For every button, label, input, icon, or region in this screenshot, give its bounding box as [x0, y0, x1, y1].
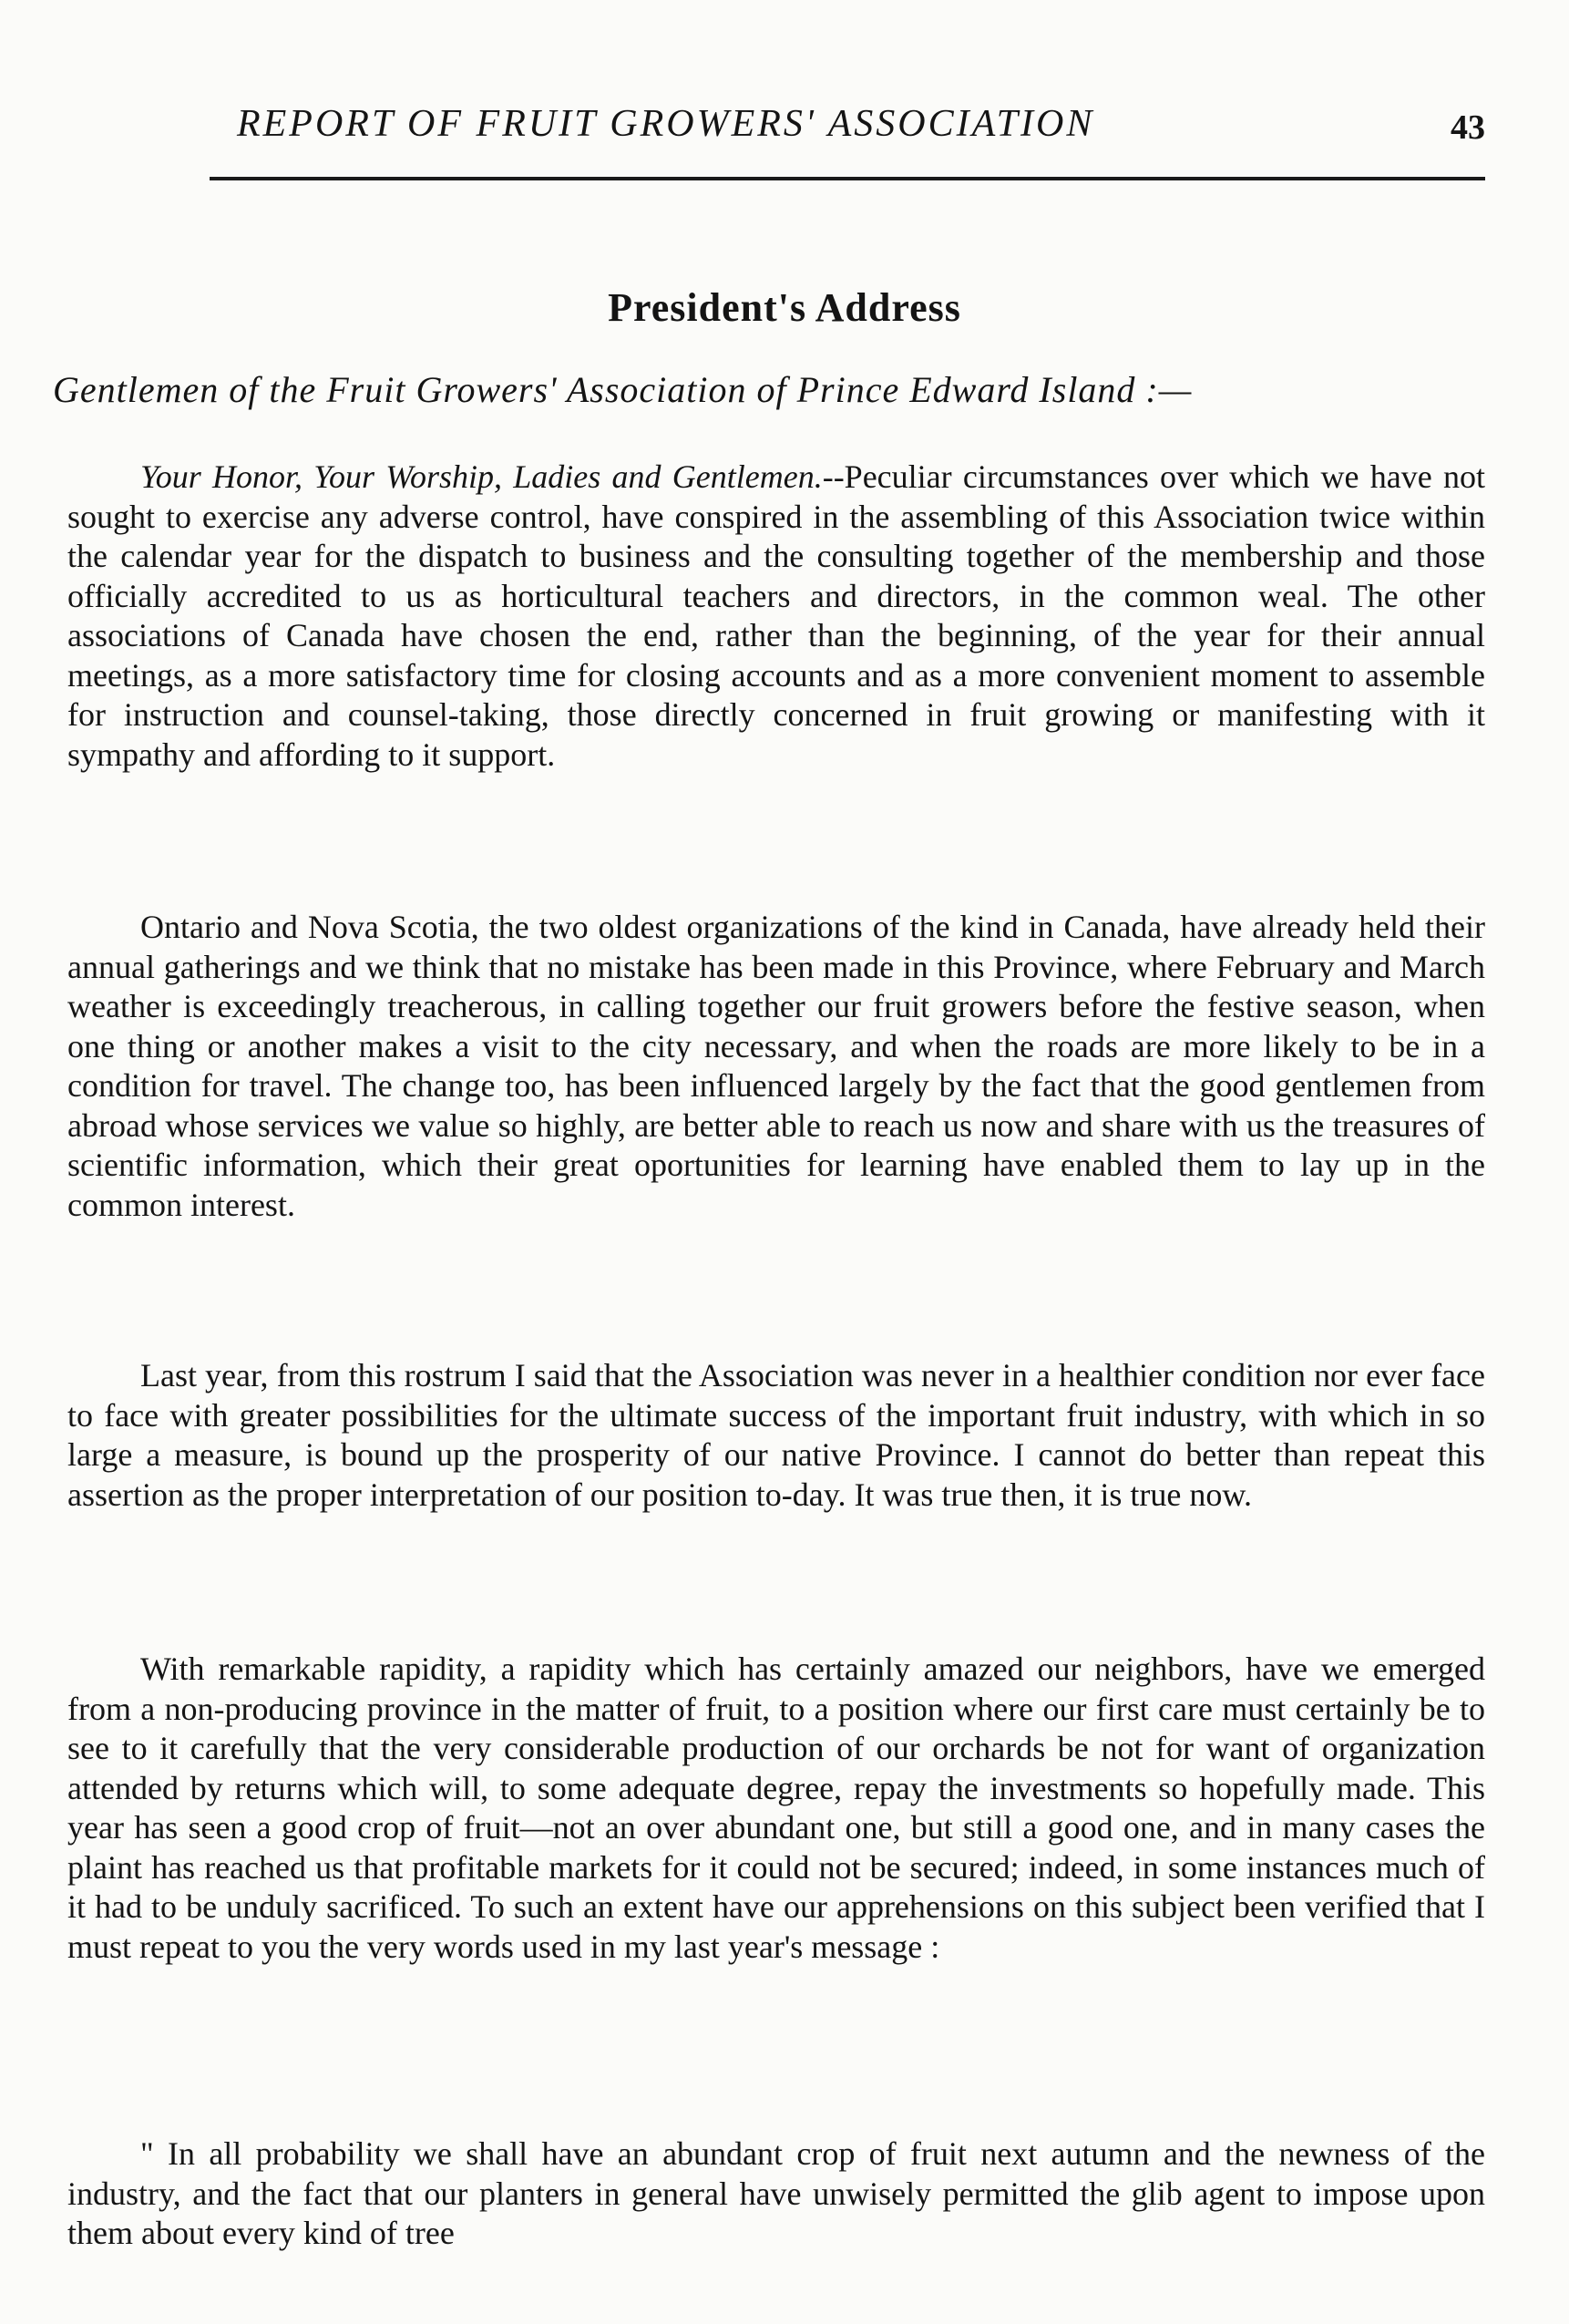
paragraph-3-text: Last year, from this rostrum I said that the Association was never in a healthier condition nor ever face to face with greater possibilities for the ultimate success of the important fruit industry, with which in so large a measure, is bound up the prosperity of our native Province. I cannot do better than repeat this assertion as the proper interpretation of our position to-day. It was true then, it is true now. — [67, 1357, 1485, 1513]
section-heading: President's Address — [608, 285, 961, 330]
paragraph-1 — [67, 458, 1485, 775]
header-rule — [210, 177, 1485, 180]
paragraph-1-body: --Peculiar circumstances over which we have not sought to exercise any adverse control, have conspired in the assembling of this Association twice within the calendar year for the dispatch to business and the consulting together of the membership and those officially accredited to us as horticultural teachers and directors, in the common weal. The other associations of Canada have chosen the end, rather than the beginning, of the year for their annual meetings, as a more satisfactory time for closing accounts and as a more convenient moment to assemble for instruction and counsel-taking, those directly concerned in fruit growing or manifesting with it sympathy and affording to it support. — [67, 458, 1485, 773]
running-title: REPORT OF FRUIT GROWERS' ASSOCIATION — [237, 103, 1095, 145]
page-number: 43 — [1451, 108, 1485, 147]
paragraph-2-text: Ontario and Nova Scotia, the two oldest organizations of the kind in Canada, have already held their annual gatherings and we think that no mistake has been made in this Province, where February and March weather is exceedingly treacherous, in calling together our fruit growers before the festive season, when one thing or another makes a visit to the city necessary, and when the roads are more likely to be in a condition for travel. The change too, has been influenced largely by the fact that the good gentlemen from abroad whose services we value so highly, are better able to reach us now and share with us the treasures of scientific information, which their great oportunities for learning have enabled them to lay up in the common interest. — [67, 909, 1485, 1223]
paragraph-5 — [67, 2134, 1485, 2254]
paragraph-5-text: " In all probability we shall have an abundant crop of fruit next autumn and the newness of the industry, and the fact that our planters in general have unwisely permitted the glib agent to impose upon them about every kind of tree — [67, 2135, 1485, 2251]
paragraph-3 — [67, 1356, 1485, 1515]
paragraph-2 — [67, 908, 1485, 1225]
salutation: Gentlemen of the Fruit Growers' Association of Prince Edward Island :— — [53, 369, 1193, 410]
paragraph-1-address: Your Honor, Your Worship, Ladies and Gentlemen. — [140, 458, 823, 495]
paragraph-4 — [67, 1650, 1485, 1967]
paragraph-4-text: With remarkable rapidity, a rapidity which has certainly amazed our neighbors, have we emerged from a non-producing province in the matter of fruit, to a position where our first care must certainly be to see to it carefully that the very considerable production of our orchards be not for want of organization attended by returns which will, to some adequate degree, repay the investments so hopefully made. This year has seen a good crop of fruit—not an over abundant one, but still a good one, and in many cases the plaint has reached us that profitable markets for it could not be secured; indeed, in some instances much of it had to be unduly sacrificed. To such an extent have our apprehensions on this subject been verified that I must repeat to you the very words used in my last year's message : — [67, 1650, 1485, 1965]
running-header — [210, 102, 1485, 157]
